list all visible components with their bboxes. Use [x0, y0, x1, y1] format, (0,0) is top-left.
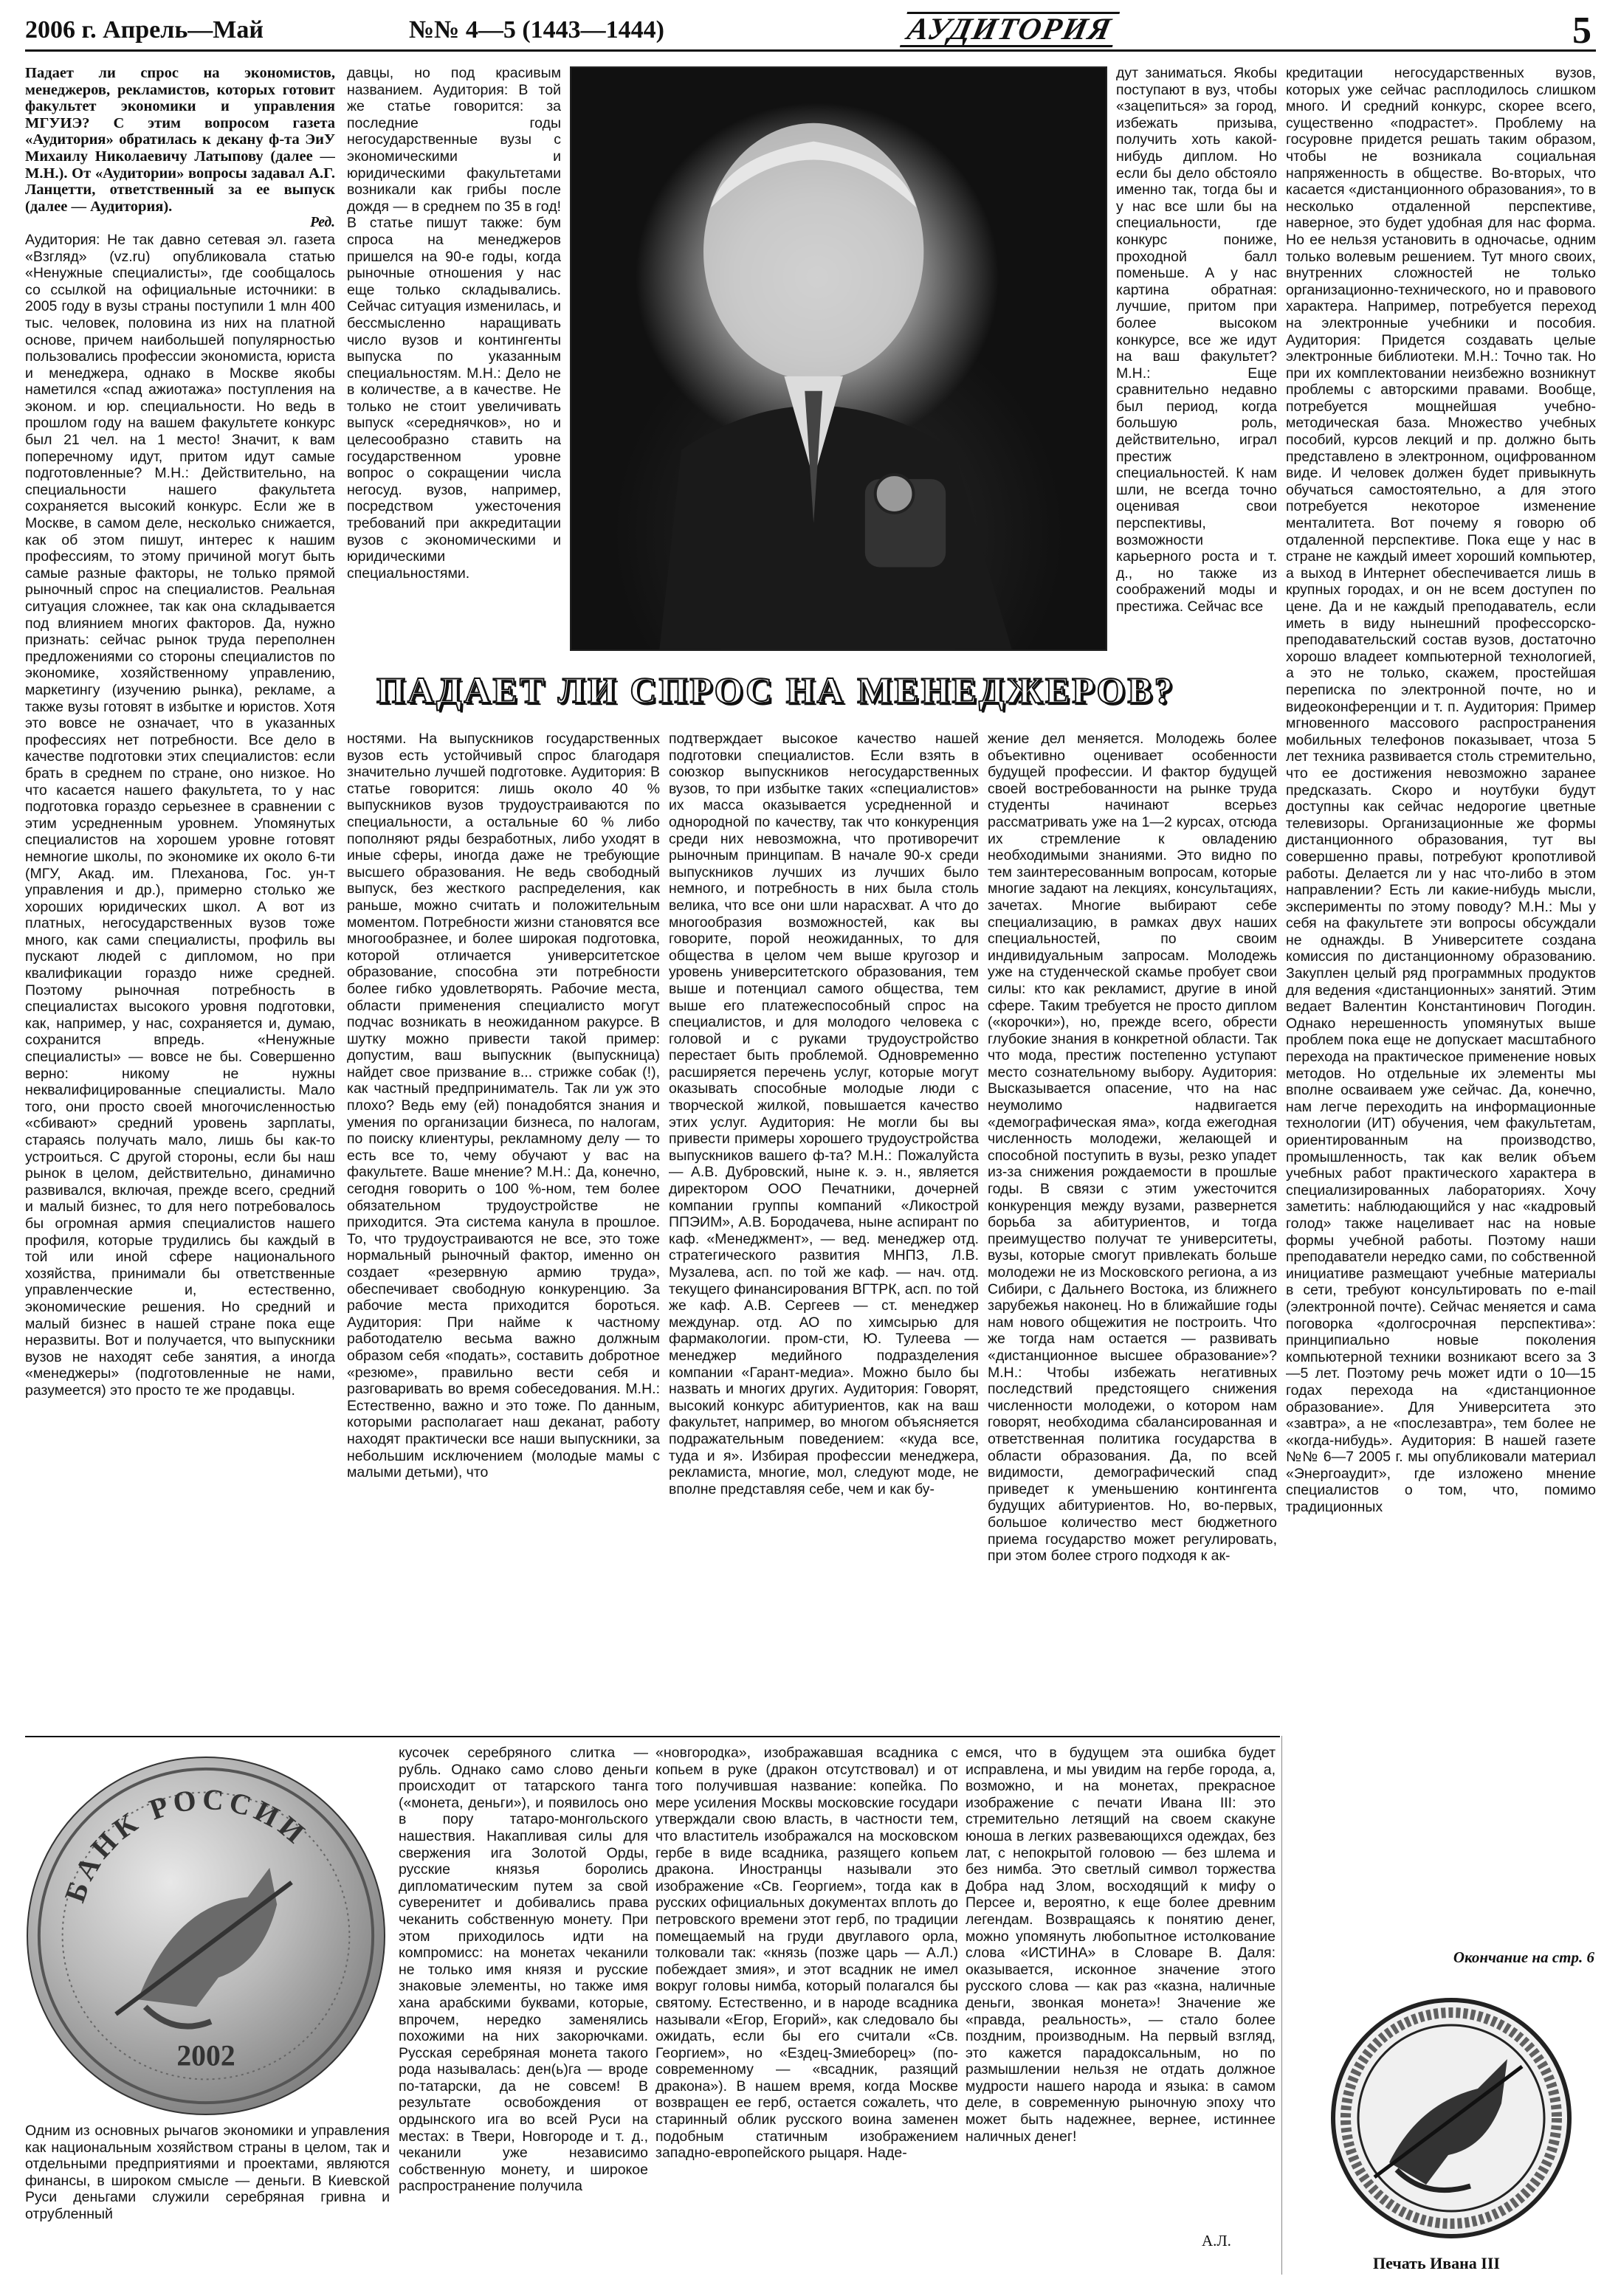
column-2-top-body: давцы, но под красивым названием. Аудитория: В той же статье говорится: за последние годы негосударственные вузы с экономическими и юридическими факультетами возникали как грибы после дождя — в среднем по 35 в год! В статье пишут также: бум спроса на менеджеров пришелся на 90-е годы, когда рыночные отношения у нас еще только складывались. Сейчас ситуация изменилась, и бессмысленно наращивать число вузов и контингенты выпуска по указанным специальностям. М.Н.: Дело не в количестве, а в качестве. Не только не стоит увеличивать выпуск «середнячков», но и целесообразно ставить на государственном уровне вопрос о сокращении числа негосуд. вузов, например, посредством ужесточения требований при аккредитации вузов с экономическими и юридическими специальностями. [347, 65, 561, 582]
continuation-note: Окончание на стр. 6 [1453, 1948, 1594, 1966]
seal-illustration [1308, 1993, 1594, 2244]
column-2-bottom [347, 731, 660, 1731]
kopeck-coin-image [27, 1757, 385, 2115]
page-number: 5 [1572, 10, 1591, 52]
bottom-column-4-body: емся, что в будущем эта ошибка будет исправлена, и мы увидим на гербе города, а, возможно, и на монетах, прекрасное изображение с печати Ивана III: это стремительно летящий на своем скакуне юноша в легких развевающихся одеждах, без лат, с непокрытой головою — без шлема и без нимба. Это светлый символ торжества Добра над Злом, восходящий к мифу о Персее и, вероятно, к еще более древним легендам. Возвращаясь к понятию денег, можно упомянуть любопытное истолкование слова «ИСТИНА» в Словаре В. Даля: оказывается, исконное значение этого русского слова — как раз «казна, наличные деньги, звонкая монета»! Значение же «правда, реальность», — стало более поздним, производным. На первый взгляд, это кажется парадоксальным, но по размышлении нельзя не отдать должное мудрости нашего народа и языка: в самом деле, в современную рыночную эпоху что может быть надежнее, вернее, истиннее наличных денег! [966, 1745, 1276, 2145]
coin-illustration [28, 1758, 384, 2114]
bottom-column-2-body: кусочек серебряного слитка — рубль. Однако само слово деньги происходит от татарского тангa («монета, деньги»), и появилось оно в пору татаро-монгольского нашествия. Накапливая силы для свержения ига Золотой Орды, русские князья боролись дипломатическим путем за свой суверенитет и добивались права чеканить собственную монету. При этом приходилось идти на компромисс: на монетах чеканили не только имя князя и русские знаковые элементы, но также имя хана арабскими буквами, которые, впрочем, нередко заменялись похожими на них закорючками. Русская серебряная монета такого рода называлась: ден(ь)га — вроде по-татарски, да не совсем! В результате освобождения от ордынского ига во всей Руси на местах: в Твери, Новгороде и т. д., чеканили уже независимо собственную монету, и широкое распространение получила [399, 1745, 648, 2195]
editor-signature: Ред. [310, 215, 335, 231]
column-3-body: подтверждает высокое качество нашей подготовки специалистов. Если взять в союзкор выпускников негосударственных вузов, то при избытке таких «специалистов» их масса оказывается усредненной и однородной по качеству, так что конкуренция среди них невозможна, что противоречит рыночным принципам. В начале 90-х среди выпускников лучших из лучших было немного, и потребность в них была столь велика, что все они шли нарасхват. А что до многообразия возможностей, как вы говорите, порой неожиданных, то для общества в целом чем выше кругозор и уровень университетского образования, тем выше и потенциал самого общества, тем выше его платежеспособный спрос на специалистов, и для молодого человека с головой и с руками трудоустройство перестает быть проблемой. Одновременно расширяется перечень услуг, которые могут оказывать способные молодые люди с творческой жилкой, повышается качество этих услуг. Аудитория: Не могли бы вы привести примеры хорошего трудоустройства выпускников вашего ф-та? М.Н.: Пожалуйста — А.В. Дубровский, ныне к. э. н., является директором ООО Печатники, дочерней компании группы компаний «Ликострой ППЭИМ», А.В. Бородачева, ныне аспирант по каф. «Менеджмент», — вед. менеджер отд. стратегического развития МНПЗ, Л.В. Музалева, асп. по той же каф. — нач. отд. текущего финансирования ВГТРК, асп. по той же каф. А.В. Сергеев — ст. менеджер междунар. отд. АО по химсырью для фармакологии. пром-сти, Ю. Тулеева — менеджер медийного подразделения компании «Гарант-медиа». Можно было бы назвать и многих других. Аудитория: Говорят, высокий конкурс абитуриентов, как на ваш факультет, например, во многом объясняется подражательным поведением: «куда все, туда и я». Избирая профессии менеджера, рекламиста, многие, мол, следуют моде, не вполне представляя себе, чем и как бу- [669, 731, 979, 1497]
intro-paragraph: Падает ли спрос на экономистов, менеджеров, рекламистов, которых готовит факультет экономики и управления МГУИЭ? С этим вопросом газета «Аудитория» обратилась к декану ф-та ЭиУ Михаилу Николаевичу Латыпову (далее — М.Н.). От «Аудитории» вопросы задавал А.Г. Ланцетти, ответственный за ее выпуск (далее — Аудитория). [25, 65, 335, 215]
column-1-body: Аудитория: Не так давно сетевая эл. газета «Взгляд» (vz.ru) опубликовала статью «Ненужные специалисты», где сообщалось со ссылкой на официальные источники: в 2005 году в вузы страны поступили 1 млн 400 тыс. человек, половина из них на платной основе, причем наибольшей популярностью пользовались профессии экономиста, юриста и менеджера, однако в Москве якобы наметился «спад ажиотажа» поступления на эконом. и юр. специальности. Но ведь в прошлом году на вашем факультете конкурс был 21 чел. на 1 место! Значит, к вам поперечному идут, притом идут самые подготовленные? М.Н.: Действительно, на специальности нашего факультета сохраняется высокий конкурс. Если же в Москве, в самом деле, несколько снижается, как об этом пишут, интерес к нашим профессиям, то этому причиной могут быть самые разные факторы, не только прямой рыночный спрос на специалистов. Реальная ситуация сложнее, так как она складывается под влиянием многих факторов. Да, нужно признать: сейчас рынок труда переполнен предложениями со стороны специалистов по экономике, хозяйственному управлению, маркетингу (изучению рынка), рекламе, а также вузы готовят в избытке и юристов. Хотя это вовсе не означает, что в указанных профессиях нет потребности. Все дело в качестве подготовки этих специалистов: если брать в среднем по стране, оно низкое. Но что касается нашего факультета, то у нас подготовка гораздо серьезнее в сравнении с этим усредненным уровнем. Упомянутых специалистов на хорошем уровне готовят немногие школы, по экономике их около 6-ти (МГУ, Акад. им. Плеханова, Гос. ун-т управления и др.), примерно столько же хороших юридических школ. А вот из платных, негосударственных вузов тоже много, как сами специалисты, профиль вы пускают людей с дипломом, но при квалификации гораздо ниже средней. Поэтому рыночная потребность в специалистах высокого уровня подготовки, как, например, у нас, сохраняется и, думаю, сохранится впредь. «Ненужные специалисты» — вовсе не бы. Совершенно верно: никому не нужны неквалифицированные специалисты. Мало того, они просто своей многочисленностью «сбивают» средний уровень зарплаты, стараясь получать мало, лишь бы как-то устроиться. С другой стороны, если бы наш рынок в целом, действительно, динамично развивался, включая, прежде всего, средний и малый бизнес, то для него потребовалось бы огромная армия специалистов нашего профиля, которые трудились бы каждый в той или иной сфере национального хозяйства, принимали бы ответственные управленческие и, естественно, экономические решения. Но средний и малый бизнес в нашей стране пока еще неразвиты. Вот и получается, что выпускники вузов не находят себе занятия, а иногда «менеджеры» (подготовленные не нами, разумеется) это просто те же продавцы. [25, 231, 335, 1399]
column-5 [1286, 65, 1596, 1944]
column-4-top [1116, 65, 1277, 661]
bottom-column-4 [966, 1745, 1276, 2224]
column-4-top-body: дут заниматься. Якобы поступают в вуз, чтобы «зацепиться» за город, избежать призыва, получить хоть какой-нибудь диплом. Но если бы дело обстояло именно так, тогда бы и у нас все шли бы на специальности, где конкурс пониже, проходной балл поменьше. А у нас картина обратная: лучшие, притом при более высоком конкурсе, все же идут на ваш факультет? М.Н.: Еще сравнительно недавно был период, когда большую роль, действительно, играл престиж специальностей. К нам шли, не всегда точно оценивая свои перспективы, возможности карьерного роста и т. д., но также из соображений моды и престижа. Сейчас все [1116, 65, 1277, 615]
author-signature: А.Л. [1202, 2232, 1231, 2250]
svg-text:БАНК РОССИИ [58, 1783, 314, 1906]
column-4-bottom-body: жение дел меняется. Молодежь более объективно оценивает особенности будущей профессии. И фактор будущей своей востребованности на рынке труда студенты начинают всерьез рассматривать уже на 1—2 курсах, отсюда их стремление к овладению необходимыми знаниями. Это видно по тем заинтересованным вопросам, которые многие задают на лекциях, консультациях, зачетах. Многие выбирают себе специализацию, в рамках двух наших специальностей, по своим индивидуальным запросам. Молодежь уже на студенческой скамье пробует свои силы: кто как рекламист, другие в иной сфере. Таким требуется не просто диплом («корочки»), но, прежде всего, обрести глубокие знания в конкретной области. Так что мода, престиж постепенно уступают место сознательному выбору. Аудитория: Высказывается опасение, что на нас неумолимо надвигается «демографическая яма», когда ежегодная численность молодежи, желающей и способной поступить в вузы, резко упадет из-за снижения рождаемости в прошлые годы. В связи с этим ужесточится конкуренция между вузами, развернется борьба за абитуриентов, и тогда преимущество получат те университеты, вузы, которые смогут привлекать больше молодежи не из Московского региона, а из Сибири, с Дальнего Востока, из ближнего зарубежья наконец. Но в ближайшие годы нам нового общежития не построить. Что же тогда нам остается — развивать «дистанционное высшее образование»? М.Н.: Чтобы избежать негативных последствий предстоящего снижения численности молодежи, о котором нам говорят, необходима сбалансированная и ответственная политика государства в области образования. Да, по всей видимости, демографический спад приведет к уменьшению контингента будущих абитуриентов. Но, во-первых, большое количество мест бюджетного приема государство может регулировать, при этом более строго подходя к ак- [988, 731, 1277, 1565]
article-headline: ПАДАЕТ ЛИ СПРОС НА МЕНЕДЖЕРОВ? [376, 669, 1175, 711]
column-5-body: кредитации негосударственных вузов, которых уже сейчас расплодилось слишком много. И средний конкурс, скорее всего, существенно «подрастет». Проблему на госуровне придется решать таким образом, чтобы не возникала социальная напряженность в обществе. Во-вторых, что касается «дистанционного образования», то в несколько отдаленной перспективе, наверное, это будет удобная для нас форма. Но ее нельзя установить в одночасье, одним только волевым решением. Тут много своих, внутренних сложностей не только организационно-технического, но и правового характера. Например, потребуется переход на электронные учебники и пособия. Аудитория: Придется создавать целые электронные библиотеки. М.Н.: Точно так. Но при их комплектовании неизбежно возникнут проблемы с авторскими правами. Вообще, потребуется мощнейшая учебно-методическая база. Множество учебных пособий, курсов лекций и пр. должно быть представлено в электронном, оцифрованном виде. И человек должен будет привыкнуть обучаться самостоятельно, а для этого потребуется некоторое изменение менталитета. Вот почему я говорю об отдаленной перспективе. Пока еще у нас в стране не каждый имеет хороший компьютер, а выход в Интернет обеспечивается лишь в крупных городах, и он не всем доступен по цене. Да и не каждый преподаватель, если иметь в виду нынешний профессорско-преподавательский состав вузов, достаточно хорошо владеет компьютерной технологией, а это не только, скажем, простейшая переписка по электронной почте, но и видеоконференции и т. п. Аудитория: Пример мгновенного массового распространения мобильных телефонов показывает, чтоза 5 лет техника развивается столь стремительно, что ее достижения невозможно заранее предсказать. Скоро и ноутбуки будут доступны как сейчас недорогие цветные телевизоры. Организационные же формы дистанционного образования, тут вы совершенно правы, потребуют кропотливой работы. Делается ли у нас что-либо в этом направлении? Есть ли какие-нибудь мысли, эксперименты по этому поводу? М.Н.: Мы у себя на факультете эти вопросы обсуждали не однажды. В Университете создана комиссия по дистанционному образованию. Закуплен целый ряд программных продуктов для ведения «дистанционных» занятий. Этим ведает Валентин Константинович Погодин. Однако нерешенность упомянутых выше проблем пока еще не допускает масштабного перехода на практическое применение новых методов. Но отдельные их элементы мы вполне осваиваем уже сейчас. Да, конечно, нам легче переходить на информационные технологии (ИТ) обучения, чем факультетам, ориентированным на производство, промышленность, так как велик объем учебных работ практического характера в специализированных лабораториях. Хочу заметить: наблюдающийся у нас «кадровый голод» также нацеливает нас на новые формы учебной работы. Поэтому наши преподаватели нередко сами, по собственной инициативе размещают учебные материалы в сети, требуют консультировать по e-mail (электронной почте). Сейчас меняется и сама поговорка «долгосрочная перспектива»: принципиально новые поколения компьютерной техники возникают всего за 3—5 лет. Поэтому речь может идти о 10—15 годах перехода на «дистанционное образование». Для Университета это «завтра», а не «послезавтра», тем более не «когда-нибудь». Аудитория: В нашей газете №№ 6—7 2005 г. мы опубликовали материал «Энергоаудит», где изложено мнение специалистов о том, что, помимо традиционных [1286, 65, 1596, 1516]
page-header [25, 10, 1596, 52]
column-2-bottom-body: ностями. На выпускников государственных вузов есть устойчивый спрос благодаря значительно лучшей подготовке. Аудитория: В статье говорится: лишь около 40 % выпускников вузов трудоустраиваются по специальности, а остальные 60 % либо пополняют ряды безработных, либо уходят в иные сферы, иногда даже не требующие высшего образования. Не ведь свободный выпуск, без жесткого распределения, как раньше, можно считать и положительным моментом. Потребности жизни становятся все многообразнее, и более широкая подготовка, которой отличается университетское образование, способна эти потребности более гибко удовлетворять. Рабочие места, области применения специалисто могут подчас возникать в неожиданном ракурсе. В шутку можно привести такой пример: допустим, ваш выпускник (выпускница) найдет свое призвание в... стрижке собак (!), как частный предприниматель. Так ли уж это плохо? Ведь ему (ей) понадобятся знания и умения по организации бизнеса, по налогам, по поиску клиентуры, рекламному делу — то есть все то, чему обучают у вас на факультете. Ваше мнение? М.Н.: Да, конечно, сегодня говорить о 100 %-ном, тем более обязательном трудоустройстве не приходится. Эта система канула в прошлое. То, что трудоустраиваются не все, это тоже нормальный рыночный фактор, именно он создает «резервную армию труда», обеспечивает свободную конкуренцию. За рабочие места приходится бороться. Аудитория: При найме к частному работодателю весьма важно должным образом себя «подать», составить добротное «резюме», правильно вести себя и разговаривать во время собеседования. М.Н.: Естественно, важно и это тоже. По данным, которыми располагает наш деканат, работу находят практически все наши выпускники, за небольшим исключением (молодые мамы с малыми детьми), что [347, 731, 660, 1481]
dean-portrait-photo [570, 66, 1107, 651]
vertical-divider [1281, 1736, 1283, 2275]
issue-number: №№ 4—5 (1443—1444) [409, 16, 664, 44]
portrait-illustration [571, 68, 1106, 649]
section-divider [25, 1736, 1280, 1737]
coin-legend: БАНК РОССИИ [58, 1782, 314, 1907]
column-1 [25, 65, 335, 1731]
bottom-column-1 [25, 2123, 390, 2285]
issue-date: 2006 г. Апрель—Май [25, 16, 264, 44]
newspaper-logo: АУДИТОРИЯ [900, 12, 1120, 47]
seal-caption: Печать Ивана III [1373, 2254, 1500, 2272]
column-2-top [347, 65, 561, 661]
column-4-bottom [988, 731, 1277, 1731]
bottom-column-3 [655, 1745, 958, 2285]
column-3 [669, 731, 979, 1731]
ivan-iii-seal-image [1308, 1993, 1594, 2244]
bottom-column-3-body: «новгородка», изображавшая всадника с копьем в руке (дракон отсутствовал) и от того получившая название: копейка. По мере усиления Москвы московские государи утверждали свою власть, в частности тем, что властитель изображался на московском гербе в виде всадника, разящего копьем дракона. Иностранцы называли это изображение «Св. Георгием», тогда как в русских официальных документах вплоть до петровского времени этот герб, по традиции помещаемый на груди двуглавого орла, толковали так: «князь (позже царь — А.Л.) побеждает змия», и этот всадник не имел вокруг головы нимба, который полагался бы святому. Естественно, и в народе всадника называли «Егор, Егорий», как следовало бы ожидать, если бы его считали «Св. Георгием», но «Ездец-Змиеборец» (по-современному — «всадник, разящий дракона»). В нашем время, когда Москве возвращен ее герб, остается сожалеть, что старинный облик русского воина заменен подобным статичным изображением западно-европейского рыцаря. Наде- [655, 1745, 958, 2162]
coin-year: 2002 [176, 2039, 235, 2072]
bottom-column-1-body: Одним из основных рычагов экономики и управления как национальным хозяйством страны в целом, так и отдельными предприятиями и проектами, являются финансы, в широком смысле — деньги. В Киевской Руси деньгами служили серебряная гривна и отрубленный [25, 2123, 390, 2222]
bottom-column-2 [399, 1745, 648, 2285]
